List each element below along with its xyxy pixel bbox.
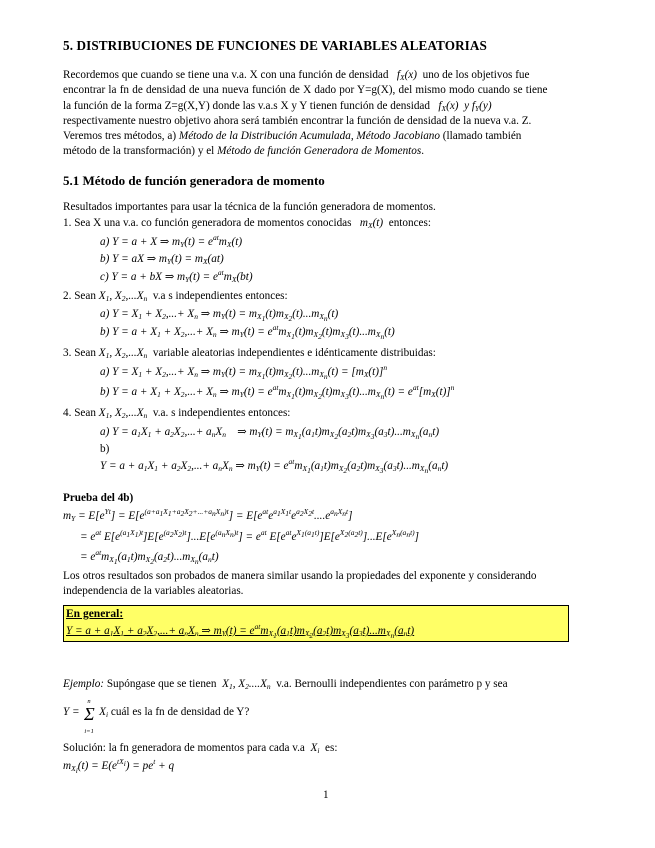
formula-2a: a) $Y = X_1 + X_2,...+ X_n$ ⇒ $m_Y(t) = m_{X_1}(t)m_{X_2}(t)...m_{X_n}(t)$ — [100, 308, 339, 323]
general-box-formula: $Y = a + a_1X_1 + a_2X_2,...+ a_nX_n$ ⇒ $m_Y(t) = e^{at}m_{X_1}(a_1t)m_{X_2}(a_2t)m_{X_3}(a_3t)...m_{X_n}(a_nt)$ — [66, 622, 415, 640]
formula-4b-label: b) — [100, 443, 110, 455]
item-2: 2. Sean $X_1$, $X_2,...X_n$ v.a s independientes entonces: — [63, 290, 288, 303]
vars-list-example: $X_1$, $X_2....X_n$ — [219, 678, 271, 691]
intro-line-5: Veremos tres métodos, a) Método de la Distribución Acumulada, Método Jacobiano (llamado también — [63, 130, 522, 142]
formula-1a: a) Y = a + X ⇒ $m_Y(t) = e^{at}m_X(t)$ — [100, 233, 243, 249]
item-4: 4. Sean $X_1$, $X_2,...X_n$ v.a. s independientes entonces: — [63, 407, 291, 420]
formula-3b: b) $Y = a + X_1 + X_2,...+ X_n$ ⇒ $m_Y(t) = e^{at}m_{X_1}(t)m_{X_2}(t)m_{X_3}(t)...m_{X_n}(t) = e^{at}[m_X(t)]^n$ — [100, 383, 455, 401]
proof-heading: Prueba del 4b) — [63, 492, 134, 504]
others-line-2: independencia de la variables aleatorias. — [63, 585, 244, 597]
example-line: Ejemplo: Supóngase que se tienen $X_1$, $X_2....X_n$ v.a. Bernoulli independientes con parámetro p y sea — [63, 678, 508, 691]
intro-line-1: Recordemos que cuando se tiene una v.a. X con una función de densidad $f_X(x)$ uno de los objetivos fue — [63, 69, 530, 82]
formula-3a: a) $Y = X_1 + X_2,...+ X_n$ ⇒ $m_Y(t) = m_{X_1}(t)m_{X_2}(t)...m_{X_n}(t) = [m_X(t)]^n$ — [100, 363, 388, 381]
proof-line-1: $m_Y = E[e^{Yt}] = E[e^{(a+a_1X_1+a_2X_2+...+a_nX_n)t}] = E[e^{at}e^{a_1X_1t}e^{a_2X_2t}....e^{a_nX_nt}]$ — [63, 507, 353, 523]
formula-4a: a) $Y = a_1X_1 + a_2X_2,...+ a_nX_n$ ⇒ $m_Y(t) = m_{X_1}(a_1t)m_{X_2}(a_2t)m_{X_3}(a_3t)...m_{X_n}(a_nt)$ — [100, 426, 440, 441]
xi-symbol: $X_i$ — [307, 742, 320, 755]
density-fx-formula: $f_X(x)$ — [391, 69, 420, 82]
proof-line-2: = $e^{at}$ $E[e^{(a_1X_1)t}]E[e^{(a_2X_2)t}]...E[e^{(a_nX_n)t}] = e^{at}$ $E[e^{at}e^{X_1(a_1t)}]E[e^{X_2(a_2t)}]...E[e^{X_n(a_nt)}]$ — [80, 528, 420, 543]
formula-1c: c) Y = a + bX ⇒ $m_Y(t) = e^{at}m_X(bt)$ — [100, 268, 253, 284]
solution-formula: $m_{X_i}(t) = E(e^{tX_i}) = pe^t + q$ — [63, 757, 175, 775]
mgf-mx-formula: $m_X(t)$ — [354, 217, 386, 230]
results-intro: Resultados importantes para usar la técnica de la función generadora de momentos. — [63, 201, 436, 213]
item-1: 1. Sea X una v.a. co función generadora de momentos conocidas $m_X(t)$ entonces: — [63, 217, 431, 230]
vars-list-2: $X_1$, $X_2,...X_n$ — [98, 290, 148, 303]
density-pair-formula: $f_X(x)$ y $f_Y(y)$ — [432, 100, 492, 113]
intro-line-6: método de la transformación) y el Método de función Generadora de Momentos. — [63, 145, 425, 157]
summation-symbol: Σ n i=1 — [84, 698, 95, 735]
subsection-heading: 5.1 Método de función generadora de momento — [63, 173, 325, 188]
intro-line-3: la función de la forma Z=g(X,Y) donde las v.a.s X y Y tienen función de densidad $f_X(x)$ y $f_Y(y)$ — [63, 100, 492, 113]
item-3: 3. Sean $X_1$, $X_2,...X_n$ variable aleatorias independientes e idénticamente distribuidas: — [63, 347, 436, 360]
general-box-title: En general: — [66, 608, 124, 620]
intro-line-4: respectivamente nuestro objetivo ahora será también encontrar la función de densidad de la nueva v.a. Z. — [63, 115, 532, 127]
section-heading: 5. DISTRIBUCIONES DE FUNCIONES DE VARIABLES ALEATORIAS — [63, 38, 487, 53]
vars-list-4: $X_1$, $X_2,...X_n$ — [98, 407, 148, 420]
formula-2b: b) $Y = a + X_1 + X_2,...+ X_n$ ⇒ $m_Y(t) = e^{at}m_{X_1}(t)m_{X_2}(t)m_{X_3}(t)...m_{X_n}(t)$ — [100, 323, 395, 341]
others-line-1: Los otros resultados son probados de manera similar usando la propiedades del exponente y considerando — [63, 570, 537, 582]
formula-4b: $Y = a + a_1X_1 + a_2X_2,...+ a_nX_n$ ⇒ $m_Y(t) = e^{at}m_{X_1}(a_1t)m_{X_2}(a_2t)m_{X_3}(a_3t)...m_{X_n}(a_nt)$ — [100, 457, 449, 475]
page-number: 1 — [323, 789, 329, 801]
example-sum-line: Y = Σ n i=1 $X_i$ cuál es la fn de densidad de Y? — [63, 698, 250, 735]
intro-line-2: encontrar la fn de densidad de una nueva función de X dado por Y=g(X), del mismo modo cuando se tiene — [63, 84, 548, 96]
formula-1b: b) Y = aX ⇒ $m_Y(t) = m_X(at)$ — [100, 253, 224, 266]
vars-list-3: $X_1$, $X_2,...X_n$ — [98, 347, 148, 360]
proof-line-3: = $e^{at}m_{X_1}(a_1t)m_{X_2}(a_2t)...m_{X_n}(a_nt)$ — [80, 548, 219, 566]
sum-formula: Y = Σ n i=1 $X_i$ — [63, 698, 109, 735]
solution-line: Solución: la fn generadora de momentos para cada v.a $X_i$ es: — [63, 742, 338, 755]
